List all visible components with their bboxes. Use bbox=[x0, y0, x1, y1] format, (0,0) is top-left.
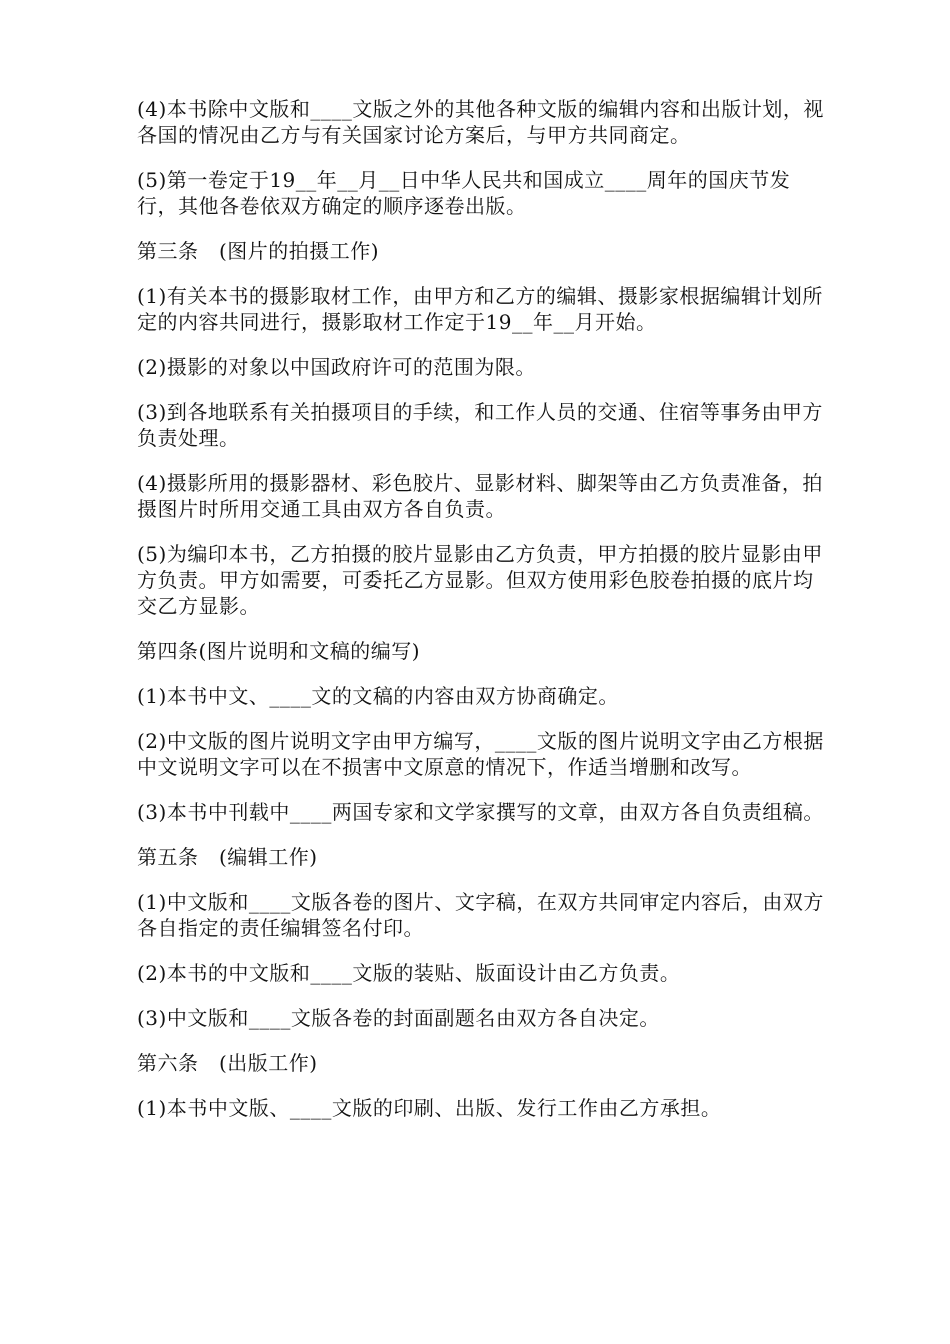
article-5-item-2: (2)本书的中文版和____文版的装贴、版面设计由乙方负责。 bbox=[137, 961, 681, 985]
article-4-heading: 第四条(图片说明和文稿的编写) bbox=[137, 639, 421, 663]
article-3-item-4: (4)摄影所用的摄影器材、彩色胶片、显影材料、脚架等由乙方负责准备，拍摄图片时所用交通工具由双方各自负责。 bbox=[137, 471, 823, 521]
article-3-item-2: (2)摄影的对象以中国政府许可的范围为限。 bbox=[137, 355, 536, 379]
article-6-item-1: (1)本书中文版、____文版的印刷、出版、发行工作由乙方承担。 bbox=[137, 1096, 722, 1120]
article-3-item-1: (1)有关本书的摄影取材工作，由甲方和乙方的编辑、摄影家根据编辑计划所定的内容共同进行，摄影取材工作定于19__年__月开始。 bbox=[137, 284, 823, 334]
article-3-item-3: (3)到各地联系有关拍摄项目的手续，和工作人员的交通、住宿等事务由甲方负责处理。 bbox=[137, 400, 823, 450]
article-4-item-1: (1)本书中文、____文的文稿的内容由双方协商确定。 bbox=[137, 684, 619, 708]
article-3-item-5: (5)为编印本书，乙方拍摄的胶片显影由乙方负责，甲方拍摄的胶片显影由甲方负责。甲方如需要，可委托乙方显影。但双方使用彩色胶卷拍摄的底片均交乙方显影。 bbox=[137, 542, 823, 618]
article-4-item-3: (3)本书中刊载中____两国专家和文学家撰写的文章，由双方各自负责组稿。 bbox=[137, 800, 824, 824]
article-6-heading: 第六条 (出版工作) bbox=[137, 1051, 318, 1075]
article-5-item-1: (1)中文版和____文版各卷的图片、文字稿，在双方共同审定内容后，由双方各自指定的责任编辑签名付印。 bbox=[137, 890, 824, 940]
article-4-item-2: (2)中文版的图片说明文字由甲方编写，____文版的图片说明文字由乙方根据中文说明文字可以在不损害中文原意的情况下，作适当增删和改写。 bbox=[137, 729, 824, 779]
document-body bbox=[137, 96, 827, 1140]
article-5-item-3: (3)中文版和____文版各卷的封面副题名由双方各自决定。 bbox=[137, 1006, 660, 1030]
clause-2-item-5: (5)第一卷定于19__年__月__日中华人民共和国成立____周年的国庆节发行，其他各卷依双方确定的顺序逐卷出版。 bbox=[137, 168, 791, 218]
article-5-heading: 第五条 (编辑工作) bbox=[137, 845, 318, 869]
article-3-heading: 第三条 (图片的拍摄工作) bbox=[137, 239, 380, 263]
clause-2-item-4: (4)本书除中文版和____文版之外的其他各种文版的编辑内容和出版计划，视各国的情况由乙方与有关国家讨论方案后，与甲方共同商定。 bbox=[137, 97, 824, 147]
